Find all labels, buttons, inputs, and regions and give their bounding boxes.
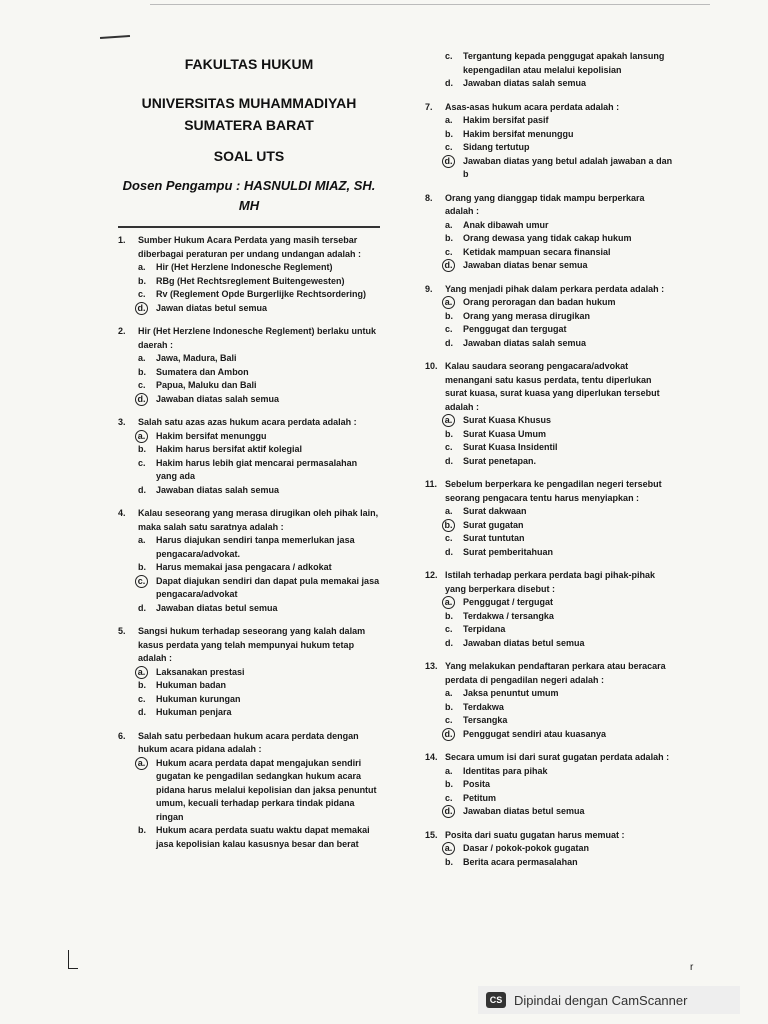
answer-text: Sidang tertutup: [463, 142, 530, 152]
question-item: [118, 416, 380, 497]
question-item: [118, 730, 380, 852]
answer-option: [425, 765, 675, 779]
answer-option: [118, 393, 380, 407]
question-item: [425, 283, 675, 351]
answer-option: [425, 259, 675, 273]
answer-text: Hukuman penjara: [156, 707, 232, 717]
question-text: Sumber Hukum Acara Perdata yang masih tersebar diberbagai peraturan per undang undangan adalah :: [138, 235, 362, 259]
question-item: [118, 234, 380, 315]
answer-letter: b.: [445, 779, 453, 789]
question-item: [425, 829, 675, 870]
answer-letter: a.: [138, 353, 146, 363]
question-number: 12.: [425, 570, 438, 580]
answer-option: [425, 778, 675, 792]
answer-option: [118, 484, 380, 498]
answer-option: [118, 457, 380, 484]
question-item: [118, 325, 380, 406]
answer-option: [118, 534, 380, 561]
answer-text: Berita acara permasalahan: [463, 856, 578, 867]
answer-option: [425, 728, 675, 742]
answer-letter: d.: [445, 455, 453, 466]
question-list: [118, 234, 380, 851]
answer-option: [118, 288, 380, 302]
question-number: 1.: [118, 235, 126, 245]
question-text: Yang melakukan pendaftaran perkara atau beracara perdata di pengadilan negeri adalah :: [445, 661, 666, 685]
answer-option: [118, 706, 380, 720]
answer-option: [118, 561, 380, 575]
answer-text: Jawaban diatas betul semua: [156, 602, 278, 613]
answer-option: [425, 337, 675, 351]
answer-text: Hukum acara perdata dapat mengajukan sendiri gugatan ke pengadilan sedangkan hukum acara pidana harus melalui kepolisian dan jaksa penuntut umum, kecuali terhadap perkara tindak pidana ringan: [156, 757, 377, 822]
question-text: Secara umum isi dari surat gugatan perdata adalah :: [445, 752, 670, 762]
answer-text: Hakim harus bersifat aktif kolegial: [156, 444, 303, 454]
answer-letter: c.: [138, 457, 146, 468]
question-text: Istilah terhadap perkara perdata bagi pihak-pihak yang berperkara disebut :: [445, 570, 656, 594]
answer-text: Penggugat sendiri atau kuasanya: [463, 728, 607, 739]
answer-text: Tersangka: [463, 715, 508, 725]
selected-answer-letter: a.: [138, 757, 156, 825]
answer-option: [425, 310, 675, 324]
answer-letter: a.: [138, 535, 146, 545]
answer-letter: c.: [445, 792, 453, 803]
answer-letter: a.: [138, 262, 146, 272]
answer-text: Orang peroragan dan badan hukum: [463, 297, 616, 307]
answer-text: Jawaban diatas betul semua: [463, 806, 585, 816]
question-item: [425, 101, 675, 182]
question-item: [425, 360, 675, 468]
question-item: [425, 192, 675, 273]
answer-letter: b.: [138, 680, 146, 690]
answer-letter: d.: [138, 707, 146, 717]
answer-letter: c.: [445, 246, 453, 257]
selected-answer-letter: d.: [445, 728, 463, 742]
question-number: 14.: [425, 752, 438, 762]
answer-option: [118, 679, 380, 693]
answer-text: Papua, Maluku dan Bali: [156, 380, 257, 390]
question-text: Sangsi hukum terhadap seseorang yang kalah dalam kasus perdata yang telah mempunyai hukum tetap adalah :: [138, 626, 366, 663]
answer-text: Terpidana: [463, 624, 506, 634]
answer-text: Hakim bersifat menunggu: [156, 430, 267, 441]
answer-text: Posita: [463, 779, 491, 789]
answer-letter: d.: [445, 337, 453, 348]
answer-option: [425, 505, 675, 519]
answer-text: Jawaban diatas salah semua: [156, 484, 280, 495]
answer-text: Jawaban diatas benar semua: [463, 260, 588, 270]
answer-text: Surat pemberitahuan: [463, 546, 554, 557]
answer-option: [425, 596, 675, 610]
question-text: Yang menjadi pihak dalam perkara perdata adalah :: [445, 283, 665, 294]
answer-letter: b.: [445, 701, 453, 712]
answer-letter: c.: [445, 324, 453, 334]
answer-option: [118, 757, 380, 825]
question-text: Kalau seseorang yang merasa dirugikan oleh pihak lain, maka salah satu saratnya adalah :: [138, 508, 379, 532]
answer-option: [118, 302, 380, 316]
answer-text: Surat penetapan.: [463, 455, 537, 466]
answer-option: [425, 519, 675, 533]
question-text: Posita dari suatu gugatan harus memuat :: [445, 829, 625, 840]
question-item: [118, 625, 380, 720]
answer-letter: a.: [445, 219, 453, 230]
answer-text: Hakim harus lebih giat mencarai permasalahan yang ada: [156, 457, 358, 481]
selected-answer-letter: a.: [138, 666, 156, 680]
answer-text: Surat Kuasa Khusus: [463, 415, 552, 425]
selected-answer-letter: b.: [445, 519, 463, 533]
selected-answer-letter: a.: [138, 430, 156, 444]
answer-option: [118, 575, 380, 602]
answer-option: [425, 455, 675, 469]
answer-text: Hukuman kurungan: [156, 693, 241, 704]
question-number: 6.: [118, 730, 126, 741]
question-text: Orang yang dianggap tidak mampu berperkara adalah :: [445, 192, 645, 216]
answer-text: Jawaban diatas betul semua: [463, 637, 585, 648]
question-text: Hir (Het Herzlene Indonesche Reglement) berlaku untuk daerah :: [138, 326, 377, 350]
question-text: Salah satu perbedaan hukum acara perdata dengan hukum acara pidana adalah :: [138, 730, 359, 754]
answer-text: Terdakwa / tersangka: [463, 610, 554, 621]
selected-answer-letter: d.: [445, 805, 463, 819]
answer-option: [118, 430, 380, 444]
answer-text: Jawaban diatas salah semua: [156, 393, 280, 404]
question-number: 5.: [118, 626, 126, 636]
answer-option: [425, 414, 675, 428]
answer-text: Dasar / pokok-pokok gugatan: [463, 843, 590, 853]
answer-letter: b.: [445, 428, 453, 439]
answer-option: [425, 296, 675, 310]
answer-letter: b.: [138, 562, 146, 572]
answer-option: [425, 842, 675, 856]
scan-mark: r: [690, 962, 694, 973]
answer-letter: b.: [445, 233, 453, 243]
answer-option: [425, 128, 675, 142]
answer-letter: d.: [138, 602, 146, 613]
header-divider: [118, 226, 380, 228]
answer-option: [425, 232, 675, 246]
right-column: [425, 50, 675, 879]
question-item: [118, 507, 380, 615]
question-number: 3.: [118, 417, 126, 427]
faculty-title: FAKULTAS HUKUM: [184, 56, 314, 72]
answer-text: Harus memakai jasa pengacara / adkokat: [156, 562, 332, 572]
question-number: 15.: [425, 829, 438, 840]
answer-letter: b.: [445, 610, 453, 621]
question-number: 9.: [425, 283, 433, 294]
answer-option: [118, 443, 380, 457]
answer-letter: b.: [445, 128, 453, 139]
answer-option: [118, 693, 380, 707]
answer-text: Hir (Het Herzlene Indonesche Reglement): [156, 262, 333, 272]
answer-option: [425, 441, 675, 455]
answer-text: Sumatera dan Ambon: [156, 366, 249, 377]
answer-option: [118, 366, 380, 380]
answer-letter: c.: [138, 380, 146, 390]
answer-letter: d.: [445, 546, 453, 557]
corner-mark: [68, 968, 78, 969]
answer-option: [425, 77, 675, 91]
answer-letter: b.: [138, 366, 146, 377]
answer-option: [425, 323, 675, 337]
answer-text: Jawa, Madura, Bali: [156, 353, 237, 363]
question-continuation: [425, 50, 675, 91]
answer-letter: a.: [445, 688, 453, 698]
exam-title: SOAL UTS: [213, 148, 285, 164]
answer-text: Terdakwa: [463, 701, 504, 712]
answer-text: Harus diajukan sendiri tanpa memerlukan jasa pengacara/advokat.: [156, 535, 355, 559]
answer-letter: c.: [445, 51, 453, 61]
answer-letter: a.: [445, 506, 453, 516]
answer-letter: d.: [445, 637, 453, 648]
answer-text: Surat Kuasa Insidentil: [463, 442, 558, 452]
answer-text: RBg (Het Rechtsreglement Buitengewesten): [156, 275, 345, 286]
answer-text: Jawaban diatas salah semua: [463, 78, 587, 88]
answer-text: Anak dibawah umur: [463, 219, 549, 230]
question-number: 2.: [118, 326, 126, 336]
selected-answer-letter: d.: [138, 393, 156, 407]
answer-option: [425, 805, 675, 819]
answer-option: [118, 261, 380, 275]
question-number: 11.: [425, 479, 438, 489]
question-list: [425, 101, 675, 870]
camscanner-logo-icon: CS: [486, 992, 506, 1008]
answer-text: Ketidak mampuan secara finansial: [463, 246, 611, 257]
answer-option: [425, 246, 675, 260]
answer-text: Hakim bersifat pasif: [463, 115, 549, 125]
answer-letter: d.: [138, 484, 146, 495]
answer-option: [425, 610, 675, 624]
question-number: 10.: [425, 361, 438, 371]
question-number: 7.: [425, 101, 433, 112]
answer-letter: c.: [445, 142, 453, 152]
answer-letter: b.: [138, 825, 146, 835]
question-item: [425, 660, 675, 741]
answer-text: Orang dewasa yang tidak cakap hukum: [463, 233, 632, 243]
answer-letter: c.: [138, 693, 146, 704]
answer-letter: d.: [445, 78, 453, 88]
question-text: Kalau saudara seorang pengacara/advokat menangani satu kasus perdata, tentu diperlukan surat kuasa, surat kuasa yang diperlukan tersebut adalah :: [445, 361, 660, 412]
answer-text: Surat Kuasa Umum: [463, 428, 547, 439]
selected-answer-letter: c.: [138, 575, 156, 602]
answer-letter: c.: [138, 289, 146, 299]
left-column: [118, 50, 380, 861]
question-item: [425, 569, 675, 650]
answer-option: [425, 701, 675, 715]
question-text: Sebelum berperkara ke pengadilan negeri tersebut seorang pengacara tentu harus menyiapkan :: [445, 479, 662, 503]
selected-answer-letter: a.: [445, 596, 463, 610]
answer-letter: b.: [445, 310, 453, 321]
answer-text: Hakim bersifat menunggu: [463, 128, 574, 139]
selected-answer-letter: d.: [138, 302, 156, 316]
university-name: UNIVERSITAS MUHAMMADIYAH SUMATERA BARAT: [141, 95, 357, 133]
question-text: Salah satu azas azas hukum acara perdata adalah :: [138, 417, 357, 427]
answer-option: [425, 546, 675, 560]
answer-option: [425, 219, 675, 233]
corner-mark: [68, 950, 69, 968]
question-number: 8.: [425, 192, 433, 203]
answer-option: [425, 155, 675, 182]
selected-answer-letter: a.: [445, 414, 463, 428]
answer-text: Dapat diajukan sendiri dan dapat pula memakai jasa pengacara/advokat: [156, 575, 380, 599]
answer-option: [425, 141, 675, 155]
answer-text: Petitum: [463, 792, 497, 803]
answer-text: Surat gugatan: [463, 519, 524, 530]
answer-text: Penggugat dan tergugat: [463, 324, 567, 334]
answer-text: Penggugat / tergugat: [463, 597, 553, 607]
answer-option: [425, 532, 675, 546]
question-text: Asas-asas hukum acara perdata adalah :: [445, 101, 620, 112]
answer-option: [425, 637, 675, 651]
answer-option: [425, 623, 675, 637]
question-item: [425, 751, 675, 819]
answer-letter: a.: [445, 115, 453, 125]
answer-option: [425, 687, 675, 701]
answer-option: [118, 824, 380, 851]
answer-letter: c.: [445, 442, 453, 452]
answer-option: [118, 275, 380, 289]
watermark-text: Dipindai dengan CamScanner: [514, 992, 688, 1008]
camscanner-watermark: [478, 986, 740, 1014]
answer-text: Laksanakan prestasi: [156, 666, 245, 677]
answer-text: Hukum acara perdata suatu waktu dapat memakai jasa kepolisian kalau kasusnya besar dan berat: [156, 825, 370, 849]
answer-text: Jaksa penuntut umum: [463, 688, 559, 698]
selected-answer-letter: d.: [445, 259, 463, 273]
selected-answer-letter: a.: [445, 842, 463, 856]
pen-mark: [100, 35, 130, 39]
answer-option: [118, 379, 380, 393]
answer-text: Jawan diatas betul semua: [156, 302, 268, 313]
answer-text: Rv (Reglement Opde Burgerlijke Rechtsordering): [156, 289, 367, 299]
answer-letter: b.: [138, 444, 146, 454]
selected-answer-letter: d.: [445, 155, 463, 182]
answer-option: [425, 856, 675, 870]
answer-option: [118, 602, 380, 616]
answer-text: Orang yang merasa dirugikan: [463, 310, 591, 321]
document-header: [118, 56, 380, 216]
answer-letter: c.: [445, 715, 453, 725]
answer-text: Surat dakwaan: [463, 506, 527, 516]
lecturer-name: Dosen Pengampu : HASNULDI MIAZ, SH. MH: [122, 178, 376, 213]
answer-letter: b.: [138, 275, 146, 286]
answer-text: Jawaban diatas salah semua: [463, 337, 587, 348]
answer-option: [118, 666, 380, 680]
answer-option: [118, 352, 380, 366]
answer-text: Tergantung kepada penggugat apakah lansung kepengadilan atau melalui kepolisian: [463, 51, 665, 75]
answer-letter: a.: [445, 765, 453, 776]
answer-letter: b.: [445, 856, 453, 867]
answer-option: [425, 50, 675, 77]
question-number: 13.: [425, 661, 438, 671]
answer-option: [425, 114, 675, 128]
answer-letter: c.: [445, 624, 453, 634]
selected-answer-letter: a.: [445, 296, 463, 310]
answer-text: Surat tuntutan: [463, 533, 525, 543]
answer-text: Identitas para pihak: [463, 765, 548, 776]
answer-letter: c.: [445, 533, 453, 543]
answer-text: Jawaban diatas yang betul adalah jawaban a dan b: [463, 155, 673, 179]
answer-text: Hukuman badan: [156, 680, 227, 690]
question-number: 4.: [118, 508, 126, 518]
question-item: [425, 478, 675, 559]
scan-edge: [150, 4, 710, 5]
answer-option: [425, 428, 675, 442]
answer-option: [425, 714, 675, 728]
answer-option: [425, 792, 675, 806]
